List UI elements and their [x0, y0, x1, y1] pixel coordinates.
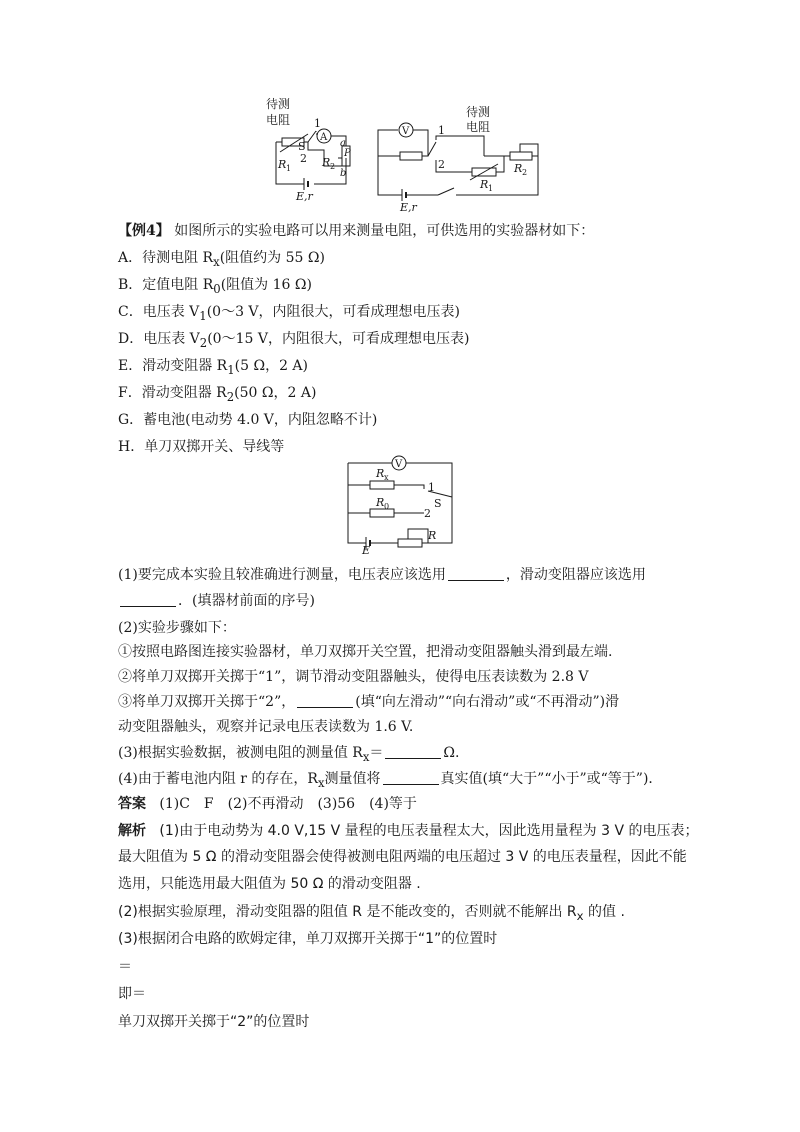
step-1: ①按照电路图连接实验器材，单刀双掷开关空置，把滑动变阻器触头滑到最左端. — [118, 644, 613, 660]
item-F: F．滑动变阻器 $R_2(50$ Ω，2 A) — [118, 385, 317, 404]
fig1-label-R2-sub: 2 — [330, 162, 336, 171]
analysis-line-2: 最大阻值为 5 Ω 的滑动变阻器会使得被测电阻两端的电压超过 3 V 的电压表量程，因此不能 — [118, 849, 687, 865]
step-2: ②将单刀双掷开关掷于“1”，调节滑动变阻器触头，使得电压表读数为 2.8 V — [118, 669, 589, 685]
circuit-2-svg — [372, 100, 542, 215]
fig3-voltmeter-label: V — [395, 459, 403, 470]
analysis-line-3: 选用，只能选用最大阻值为 50 Ω 的滑动变阻器 . — [118, 876, 421, 892]
item-C: C．电压表 $V_1(0\sim 3$ V，内阻很大，可看成理想电压表) — [118, 304, 461, 323]
answer-blank-4[interactable] — [385, 744, 441, 759]
item-E: E．滑动变阻器 $R_1(5$ Ω，2 A) — [118, 358, 308, 377]
answer-blank-3[interactable] — [297, 693, 353, 708]
question-2: (2)实验步骤如下： — [118, 620, 236, 636]
analysis-line-5: (3)根据闭合电路的欧姆定律，单刀双掷开关掷于“1”的位置时 — [118, 931, 498, 947]
fig1-label-P: P — [344, 148, 351, 159]
fig2-label-1: 1 — [438, 124, 445, 137]
fig3-label-R: R — [428, 529, 437, 542]
fig1-label-R1: R — [278, 158, 287, 171]
fig1-label-2: 2 — [300, 152, 307, 165]
fig3-label-2: 2 — [424, 507, 431, 520]
question-1-cont: ．(填器材前面的序号) — [118, 592, 315, 610]
item-H: H．单刀双掷开关、导线等 — [118, 439, 285, 455]
fig1-label-b: b — [340, 168, 347, 179]
step-3-cont: 动变阻器触头，观察并记录电压表读数为 1.6 V. — [118, 719, 414, 735]
analysis-line-6: ＝ — [118, 959, 132, 975]
fig1-label-Er: E,r — [296, 190, 313, 203]
analysis-label: 解析 — [118, 823, 146, 839]
question-3: (3)根据实验数据，被测电阻的测量值 $R_x= \Omega$. — [118, 745, 460, 764]
circuit-3-svg — [340, 455, 460, 555]
circuit-diagram-2 — [372, 100, 542, 215]
step-3: ③将单刀双掷开关掷于“2”， (填“向左滑动”“向右滑动”或“不再滑动”)滑 — [118, 694, 620, 710]
circuit-diagram-3 — [340, 455, 460, 555]
circuit-1-svg — [258, 96, 358, 206]
fig3-label-S: S — [434, 497, 442, 510]
fig1-dut-label-1: 待测 — [266, 97, 291, 111]
fig3-label-Rx: R — [376, 467, 385, 480]
item-D: D．电压表 $V_2(0\sim 15$ V，内阻很大，可看成理想电压表) — [118, 331, 470, 350]
fig1-label-S: S — [298, 140, 306, 153]
question-1: (1)要完成本实验且较准确进行测量，电压表应该选用 ，滑动变阻器应该选用 — [118, 567, 646, 583]
fig3-label-R0-sub: 0 — [384, 502, 390, 511]
circuit-diagram-1 — [258, 96, 358, 206]
question-4: (4)由于蓄电池内阻 r 的存在，$R_x$测量值将 真实值(填“大于”“小于”或“等于”)． — [118, 771, 663, 790]
fig1-dut-label-2: 电阻 — [266, 113, 291, 127]
answer-blank-2[interactable] — [120, 592, 176, 607]
fig3-label-R0: R — [376, 496, 385, 509]
answer-text: (1)C F (2)不再滑动 (3)56 (4)等于 — [159, 796, 417, 812]
answer-blank-1[interactable] — [448, 566, 504, 581]
analysis-line-1: 解析 (1)由于电动势为 4.0 V,15 V 量程的电压表量程太大，因此选用量程为 3 V 的电压表； — [118, 823, 699, 839]
fig1-label-R2: R — [322, 156, 331, 169]
example-tag: 【例4】 — [118, 223, 170, 239]
example-intro-text: 如图所示的实验电路可以用来测量电阻，可供选用的实验器材如下： — [174, 223, 595, 239]
item-G: G．蓄电池(电动势 4.0 V，内阻忽略不计) — [118, 412, 378, 428]
fig2-voltmeter-label: V — [402, 126, 410, 137]
fig3-label-Rx-sub: x — [384, 473, 389, 482]
fig3-label-1: 1 — [428, 481, 435, 494]
fig1-label-1: 1 — [314, 117, 321, 130]
fig2-label-R1-sub: 1 — [488, 184, 494, 193]
item-A: A．待测电阻 $R_x$(阻值约为 55 Ω) — [118, 250, 325, 269]
fig2-label-R2: R — [514, 162, 523, 175]
analysis-line-4: (2)根据实验原理，滑动变阻器的阻值 R 是不能改变的，否则就不能解出 $R_x$ 的值 . — [118, 904, 625, 923]
analysis-line-8: 单刀双掷开关掷于“2”的位置时 — [118, 1014, 310, 1030]
answer-blank-5[interactable] — [383, 770, 439, 785]
fig2-dut-label-1: 待测 — [466, 105, 491, 119]
fig1-label-R1-sub: 1 — [286, 164, 292, 173]
fig2-label-R2-sub: 2 — [522, 168, 528, 177]
fig2-dut-label-2: 电阻 — [466, 120, 491, 134]
fig3-label-E: E — [362, 544, 371, 555]
fig1-ammeter-label: A — [320, 132, 328, 143]
item-B: B．定值电阻 $R_0$(阻值为 16 Ω) — [118, 277, 312, 296]
analysis-line-7: 即＝ — [118, 986, 146, 1002]
answer-line — [118, 795, 417, 813]
answer-label: 答案 — [118, 796, 146, 812]
fig2-label-Er: E,r — [400, 201, 417, 214]
fig2-label-R1: R — [480, 178, 489, 191]
fig2-label-2: 2 — [438, 158, 445, 171]
example-intro — [118, 222, 594, 240]
fig1-label-a: a — [340, 138, 346, 149]
